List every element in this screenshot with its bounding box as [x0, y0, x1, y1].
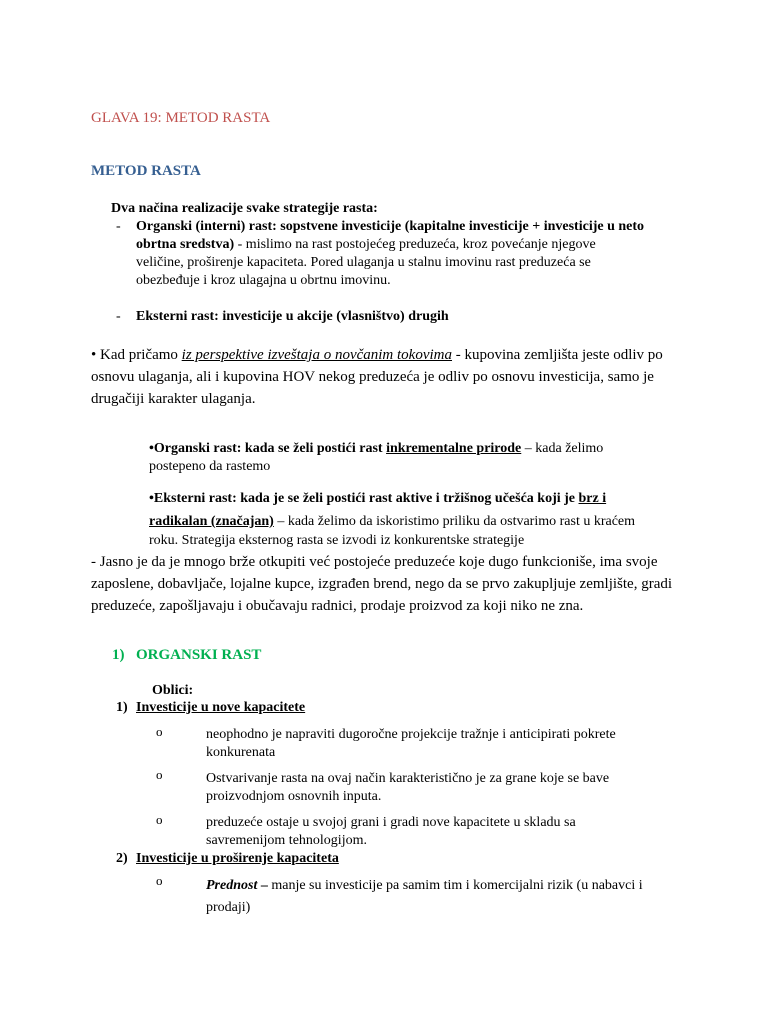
- circle-bullet-icon: o: [156, 873, 163, 888]
- bold-text: •Organski rast: kada se želi postići rast: [149, 441, 387, 456]
- note-line1: [91, 345, 663, 366]
- emphasis-term: Prednost: [206, 878, 258, 893]
- line-text: Kad pričamo: [96, 347, 182, 363]
- note-line3: drugačiji karakter ulaganja.: [91, 391, 256, 407]
- intro-item-1-line3: veličine, proširenje kapaciteta. Pored ulaganja u stalnu imovinu rast preduzeća se: [136, 255, 591, 270]
- line-text: - kupovina zemljišta jeste odliv po: [452, 347, 663, 363]
- line-text: - mislimo na rast postojećeg preduzeća, kroz povećanje njegove: [234, 237, 596, 252]
- chapter-title: GLAVA 19: METOD RASTA: [91, 110, 271, 126]
- subsection-number: 1): [116, 700, 128, 715]
- reference-phrase: iz perspektive izveštaja o novčanim tokovima: [181, 347, 453, 363]
- underlined-term: brz i: [578, 491, 607, 506]
- bullet-dot: •: [91, 347, 97, 363]
- bold-term: obrtna sredstva): [136, 237, 235, 252]
- circle-bullet-icon: o: [156, 812, 163, 827]
- line-text: – kada želimo: [521, 441, 604, 456]
- list-marker: -: [116, 309, 121, 324]
- organski-note-line2: postepeno da rastemo: [149, 459, 271, 474]
- bullet-text: proizvodnjom osnovnih inputa.: [206, 789, 382, 804]
- paragraph-line2: zaposlene, dobavljače, lojalne kupce, izgrađen brend, nego da se prvo zakupljuje zemljište, gradi: [91, 576, 673, 592]
- intro-item-2-line1: Eksterni rast: investicije u akcije (vlasništvo) drugih: [136, 309, 449, 324]
- circle-bullet-icon: o: [156, 767, 163, 782]
- forms-label: Oblici:: [152, 683, 194, 698]
- subsection-title: Investicije u proširenje kapaciteta: [136, 851, 339, 866]
- line-text: – kada želimo da iskoristimo priliku da ostvarimo rast u kraćem: [273, 514, 636, 529]
- section-number: 1): [112, 647, 125, 663]
- intro-item-1-line1: Organski (interni) rast: sopstvene investicije (kapitalne investicije + investicije u neto: [136, 219, 645, 234]
- paragraph-line3: preduzeće, zapošljavaju i obučavaju radnici, prodaje proizvod za koji niko ne zna.: [91, 598, 584, 614]
- list-marker: -: [116, 219, 121, 234]
- bullet-text: neophodno je napraviti dugoročne projekcije tražnje i anticipirati pokrete: [206, 727, 616, 742]
- underlined-term: inkrementalne prirode: [386, 441, 522, 456]
- bullet-text: konkurenata: [206, 745, 276, 760]
- bullet-text: [206, 877, 643, 895]
- bullet-text: Ostvarivanje rasta na ovaj način karakteristično je za grane koje se bave: [206, 771, 610, 786]
- bullet-text: prodaji): [206, 900, 251, 915]
- section-title: METOD RASTA: [91, 163, 201, 179]
- bullet-text: preduzeće ostaje u svojoj grani i gradi nove kapacitete u skladu sa: [206, 815, 576, 830]
- intro-heading: Dva načina realizacije svake strategije rasta:: [111, 201, 378, 216]
- paragraph-line1: - Jasno je da je mnogo brže otkupiti već postojeće preduzeće koje dugo funkcioniše, ima svoje: [91, 554, 658, 570]
- subsection-title: Investicije u nove kapacitete: [136, 700, 306, 715]
- eksterni-note-line2: [149, 513, 635, 531]
- section-heading: ORGANSKI RAST: [136, 647, 262, 663]
- eksterni-note-line1: [149, 490, 606, 508]
- intro-item-1-line2: [136, 236, 596, 254]
- note-line2: osnovu ulaganja, ali i kupovina HOV nekog preduzeća je odliv po osnovu investicija, samo je: [91, 369, 654, 385]
- line-text: manje su investicije pa samim tim i komercijalni rizik (u nabavci i: [267, 878, 643, 893]
- underlined-term: radikalan (značajan): [149, 514, 274, 529]
- dash: –: [257, 878, 268, 893]
- organski-note-line1: [149, 440, 603, 458]
- subsection-number: 2): [116, 851, 128, 866]
- bold-text: •Eksterni rast: kada je se želi postići rast aktive i tržišnog učešća koji je: [149, 491, 579, 506]
- bullet-text: savremenijom tehnologijom.: [206, 833, 367, 848]
- intro-item-1-line4: obezbeđuje i kroz ulagajna u obrtnu imovinu.: [136, 273, 391, 288]
- circle-bullet-icon: o: [156, 724, 163, 739]
- eksterni-note-line3: roku. Strategija eksternog rasta se izvodi iz konkurentske strategije: [149, 533, 525, 548]
